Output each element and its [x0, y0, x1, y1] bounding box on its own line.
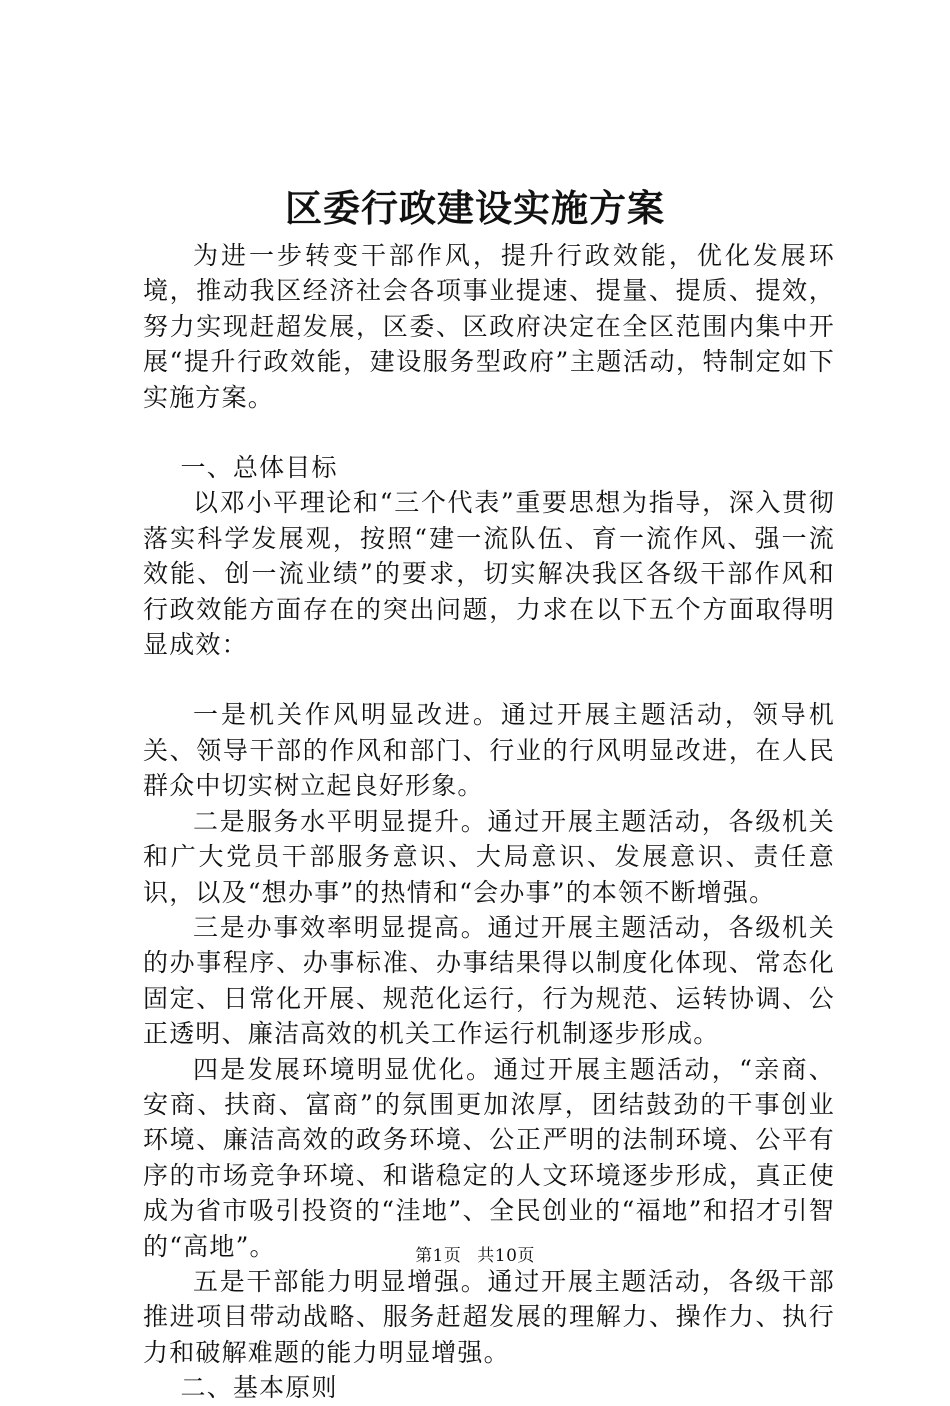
goal-paragraph-4: 四是发展环境明显优化。通过开展主题活动，“亲商、安商、扶商、富商”的氛围更加浓厚，团结鼓劲的干事创业环境、廉洁高效的政务环境、公正严明的法制环境、公平有序的市场竞争环境、和谐稳定的人文环境逐步形成，真正使成为省市吸引投资的“洼地”、全民创业的“福地”和招才引智的“高地”。 — [143, 1054, 835, 1261]
goal-paragraph-2: 二是服务水平明显提升。通过开展主题活动，各级机关和广大党员干部服务意识、大局意识、发展意识、责任意识，以及“想办事”的热情和“会办事”的本领不断增强。 — [143, 806, 835, 907]
general-goals-paragraph: 以邓小平理论和“三个代表”重要思想为指导，深入贯彻落实科学发展观，按照“建一流队伍、育一流作风、强一流效能、创一流业绩”的要求，切实解决我区各级干部作风和行政效能方面存在的突出问题，力求在以下五个方面取得明显成效： — [143, 488, 835, 660]
document-title: 区委行政建设实施方案 — [285, 186, 665, 230]
document-body — [143, 238, 835, 1406]
page-footer — [0, 1245, 950, 1267]
goal-paragraph-5: 五是干部能力明显增强。通过开展主题活动，各级干部推进项目带动战略、服务赶超发展的理解力、操作力、执行力和破解难题的能力明显增强。 — [143, 1266, 835, 1367]
page-total: 共10页 — [477, 1246, 535, 1266]
section-heading-basic-principles: 二、基本原则 — [180, 1373, 338, 1403]
page-number: 第1页 — [415, 1246, 462, 1266]
paragraph-gap — [143, 415, 835, 450]
paragraph-gap — [143, 662, 835, 697]
goal-paragraph-3: 三是办事效率明显提高。通过开展主题活动，各级机关的办事程序、办事标准、办事结果得以制度化体现、常态化固定、日常化开展、规范化运行，行为规范、运转协调、公正透明、廉洁高效的机关工作运行机制逐步形成。 — [143, 912, 835, 1049]
section-heading-general-goals: 一、总体目标 — [180, 453, 338, 483]
intro-paragraph: 为进一步转变干部作风，提升行政效能，优化发展环境，推动我区经济社会各项事业提速、提量、提质、提效，努力实现赶超发展，区委、区政府决定在全区范围内集中开展“提升行政效能，建设服务型政府”主题活动，特制定如下实施方案。 — [143, 241, 835, 412]
goal-paragraph-1: 一是机关作风明显改进。通过开展主题活动，领导机关、领导干部的作风和部门、行业的行风明显改进，在人民群众中切实树立起良好形象。 — [143, 700, 835, 801]
